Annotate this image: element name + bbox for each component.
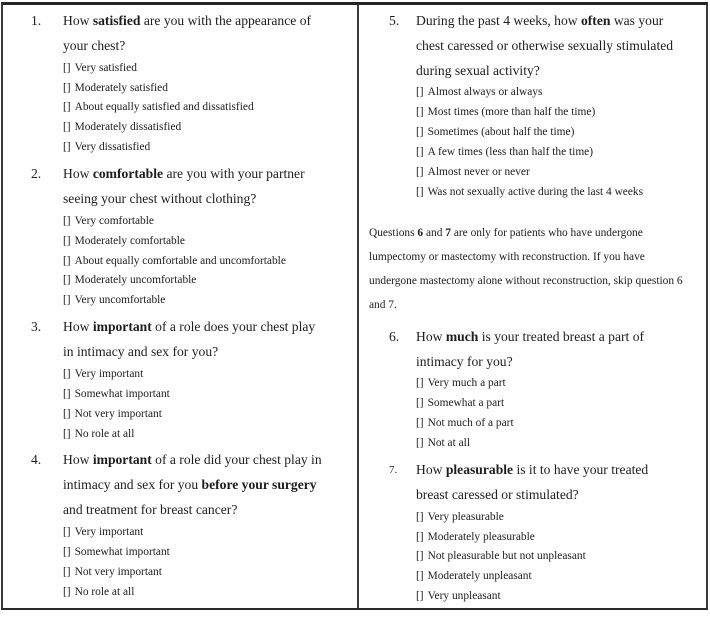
question-line <box>63 162 305 187</box>
plain-text: are only for patients who have undergone <box>450 226 643 239</box>
checkbox[interactable]: [] <box>63 274 71 287</box>
plain-text: undergone mastectomy alone without reconstruction, skip question 6 <box>369 274 683 287</box>
checkbox[interactable]: [] <box>416 397 424 410</box>
answer-option[interactable] <box>416 508 706 528</box>
checkbox[interactable]: [] <box>63 294 71 307</box>
option-label: Moderately satisfied <box>74 81 168 94</box>
option-label: Very comfortable <box>74 214 154 227</box>
answer-option[interactable] <box>63 291 357 311</box>
checkbox[interactable]: [] <box>63 545 71 558</box>
plain-text: intimacy and sex for you <box>63 477 202 493</box>
plain-text: was your <box>610 13 664 28</box>
option-label: Most times (more than half the time) <box>427 106 596 119</box>
emphasis-text: often <box>580 13 611 28</box>
plain-text: during sexual activity? <box>416 62 540 78</box>
answer-option[interactable] <box>63 252 357 272</box>
checkbox[interactable]: [] <box>63 585 71 598</box>
answer-option[interactable] <box>416 163 706 183</box>
checkbox[interactable]: [] <box>416 166 424 179</box>
answer-option[interactable] <box>63 79 357 99</box>
option-label: Very important <box>74 525 144 538</box>
option-label: Somewhat a part <box>427 397 505 410</box>
question-header <box>31 9 357 59</box>
checkbox[interactable]: [] <box>63 387 71 400</box>
checkbox[interactable]: [] <box>416 185 424 198</box>
emphasis-text: satisfied <box>92 13 141 28</box>
answer-option[interactable] <box>63 365 357 385</box>
plain-text: How <box>416 328 446 344</box>
option-label: Very satisfied <box>74 61 137 74</box>
question-number: 5. <box>389 13 400 28</box>
question-line <box>63 340 315 365</box>
option-label: About equally comfortable and uncomfortable <box>74 254 286 267</box>
answer-option[interactable] <box>63 523 357 543</box>
answer-option[interactable] <box>416 143 706 163</box>
plain-text: How <box>63 319 93 335</box>
option-label: Not very important <box>74 407 162 420</box>
checkbox[interactable]: [] <box>63 121 71 134</box>
checkbox[interactable]: [] <box>416 590 424 603</box>
column-left <box>3 5 359 608</box>
plain-text: your chest? <box>63 37 126 53</box>
checkbox[interactable]: [] <box>63 234 71 247</box>
plain-text: lumpectomy or mastectomy with reconstruction. If you have <box>369 250 645 263</box>
checkbox[interactable]: [] <box>63 214 71 227</box>
option-label: Not at all <box>427 437 470 450</box>
answer-option[interactable] <box>416 547 706 567</box>
emphasis-text: 7 <box>445 226 451 239</box>
question-header <box>31 448 357 522</box>
answer-option[interactable] <box>416 528 706 548</box>
answer-option[interactable] <box>416 374 706 394</box>
options-list <box>63 523 357 603</box>
question-header <box>31 315 357 365</box>
question-text <box>416 458 648 508</box>
note-line <box>369 293 706 317</box>
option-label: Moderately uncomfortable <box>74 274 197 287</box>
question-text <box>63 315 315 365</box>
checkbox[interactable]: [] <box>63 407 71 420</box>
option-label: About equally satisfied and dissatisfied <box>74 101 254 114</box>
options-list <box>416 508 706 608</box>
plain-text: How <box>63 13 93 28</box>
option-label: Almost always or always <box>427 86 543 99</box>
answer-option[interactable] <box>63 405 357 425</box>
option-label: Very dissatisfied <box>74 141 151 154</box>
question-2 <box>31 162 357 311</box>
option-label: Very unpleasant <box>427 590 501 603</box>
answer-option[interactable] <box>416 183 706 203</box>
question-line <box>63 9 311 34</box>
options-list <box>63 365 357 445</box>
checkbox[interactable]: [] <box>416 510 424 523</box>
note-line <box>369 269 706 293</box>
questionnaire-table <box>1 2 708 610</box>
checkbox[interactable]: [] <box>416 126 424 139</box>
question-number: 2. <box>31 166 42 182</box>
question-line <box>416 350 644 375</box>
emphasis-text: important <box>92 319 152 335</box>
option-label: Not very important <box>74 565 162 578</box>
question-text <box>416 325 644 375</box>
question-line <box>63 34 311 59</box>
answer-option[interactable] <box>63 118 357 138</box>
plain-text: is your treated breast a part of <box>478 328 645 344</box>
question-line <box>63 448 322 473</box>
option-label: Was not sexually active during the last 4 weeks <box>427 185 644 198</box>
answer-option[interactable] <box>416 83 706 103</box>
question-3 <box>31 315 357 444</box>
plain-text: How <box>63 166 93 182</box>
question-line <box>416 9 673 34</box>
option-label: Very important <box>74 367 144 380</box>
answer-option[interactable] <box>63 271 357 291</box>
checkbox[interactable]: [] <box>63 61 71 74</box>
option-label: Not pleasurable but not unpleasant <box>427 550 586 563</box>
option-label: Somewhat important <box>74 387 170 400</box>
options-list <box>63 59 357 159</box>
answer-option[interactable] <box>416 394 706 414</box>
checkbox[interactable]: [] <box>63 367 71 380</box>
question-number: 3. <box>31 319 42 335</box>
question-line <box>416 325 644 350</box>
question-6 <box>389 325 706 454</box>
checkbox[interactable]: [] <box>416 377 424 390</box>
question-header <box>31 162 357 212</box>
answer-option[interactable] <box>63 98 357 118</box>
option-label: No role at all <box>74 585 135 598</box>
plain-text: and treatment for breast cancer? <box>63 502 238 518</box>
column-right <box>359 5 706 608</box>
question-number: 6. <box>389 328 400 344</box>
answer-option[interactable] <box>63 59 357 79</box>
plain-text: How <box>63 452 93 468</box>
option-label: Moderately pleasurable <box>427 530 535 543</box>
answer-option[interactable] <box>63 212 357 232</box>
answer-option[interactable] <box>416 103 706 123</box>
plain-text: of a role does your chest play <box>151 319 316 335</box>
question-line <box>416 34 673 59</box>
plain-text: seeing your chest without clothing? <box>63 190 257 206</box>
option-label: Very much a part <box>427 377 506 390</box>
answer-option[interactable] <box>63 563 357 583</box>
option-label: Moderately unpleasant <box>427 570 532 583</box>
question-1 <box>31 9 357 158</box>
options-list <box>63 212 357 312</box>
answer-option[interactable] <box>63 138 357 158</box>
question-text <box>416 9 673 83</box>
option-label: Almost never or never <box>427 166 530 179</box>
emphasis-text: much <box>445 328 479 344</box>
answer-option[interactable] <box>63 232 357 252</box>
question-5 <box>389 9 706 203</box>
question-line <box>63 187 305 212</box>
answer-option[interactable] <box>63 385 357 405</box>
plain-text: How <box>416 462 446 478</box>
option-label: Moderately comfortable <box>74 234 185 247</box>
plain-text: is it to have your treated <box>513 462 649 478</box>
answer-option[interactable] <box>416 434 706 454</box>
question-7 <box>389 458 706 607</box>
plain-text: are you with your partner <box>163 166 305 182</box>
checkbox[interactable]: [] <box>63 141 71 154</box>
question-number: 4. <box>31 452 42 468</box>
option-label: Sometimes (about half the time) <box>427 126 575 139</box>
checkbox[interactable]: [] <box>416 550 424 563</box>
checkbox[interactable]: [] <box>63 427 71 440</box>
answer-option[interactable] <box>416 587 706 607</box>
plain-text: and <box>423 226 446 239</box>
emphasis-text: 6 <box>417 226 424 239</box>
question-line <box>63 315 315 340</box>
note-skip-instructions <box>369 221 706 317</box>
answer-option[interactable] <box>416 123 706 143</box>
question-line <box>416 458 648 483</box>
checkbox[interactable]: [] <box>416 86 424 99</box>
checkbox[interactable]: [] <box>416 106 424 119</box>
answer-option[interactable] <box>63 583 357 603</box>
question-4 <box>31 448 357 602</box>
plain-text: chest caressed or otherwise sexually stimulated <box>416 37 674 53</box>
question-line <box>416 483 648 508</box>
emphasis-text: comfortable <box>92 166 164 182</box>
checkbox[interactable]: [] <box>63 525 71 538</box>
answer-option[interactable] <box>63 543 357 563</box>
checkbox[interactable]: [] <box>416 530 424 543</box>
option-label: Somewhat important <box>74 545 170 558</box>
emphasis-text: before your surgery <box>201 477 317 493</box>
plain-text: and 7. <box>369 298 397 311</box>
option-label: Very uncomfortable <box>74 294 166 307</box>
option-label: Moderately dissatisfied <box>74 121 182 134</box>
checkbox[interactable]: [] <box>416 437 424 450</box>
plain-text: During the past 4 weeks, how <box>416 13 581 28</box>
question-header <box>389 325 706 375</box>
plain-text: intimacy for you? <box>416 353 513 369</box>
question-line <box>416 59 673 84</box>
checkbox[interactable]: [] <box>416 146 424 159</box>
plain-text: breast caressed or stimulated? <box>416 486 579 502</box>
options-list <box>416 83 706 202</box>
option-label: A few times (less than half the time) <box>427 146 594 159</box>
question-text <box>63 9 311 59</box>
answer-option[interactable] <box>416 567 706 587</box>
question-number: 1. <box>31 13 42 28</box>
question-text <box>63 448 322 522</box>
checkbox[interactable]: [] <box>63 565 71 578</box>
plain-text: are you with the appearance of <box>140 13 312 28</box>
plain-text: in intimacy and sex for you? <box>63 344 219 360</box>
option-label: Not much of a part <box>427 417 514 430</box>
checkbox[interactable]: [] <box>63 101 71 114</box>
answer-option[interactable] <box>63 425 357 445</box>
emphasis-text: important <box>92 452 152 468</box>
note-line <box>369 245 706 269</box>
question-line <box>63 498 322 523</box>
plain-text: of a role did your chest play in <box>151 452 322 468</box>
checkbox[interactable]: [] <box>63 81 71 94</box>
question-number: 7. <box>389 464 398 477</box>
option-label: No role at all <box>74 427 135 440</box>
checkbox[interactable]: [] <box>416 570 424 583</box>
answer-option[interactable] <box>416 414 706 434</box>
checkbox[interactable]: [] <box>63 254 71 267</box>
plain-text: Questions <box>369 226 418 239</box>
question-header <box>389 458 706 508</box>
option-label: Very pleasurable <box>427 510 504 523</box>
question-header <box>389 9 706 83</box>
emphasis-text: pleasurable <box>445 462 514 478</box>
question-line <box>63 473 322 498</box>
question-text <box>63 162 305 212</box>
note-line <box>369 221 706 245</box>
checkbox[interactable]: [] <box>416 417 424 430</box>
options-list <box>416 374 706 454</box>
